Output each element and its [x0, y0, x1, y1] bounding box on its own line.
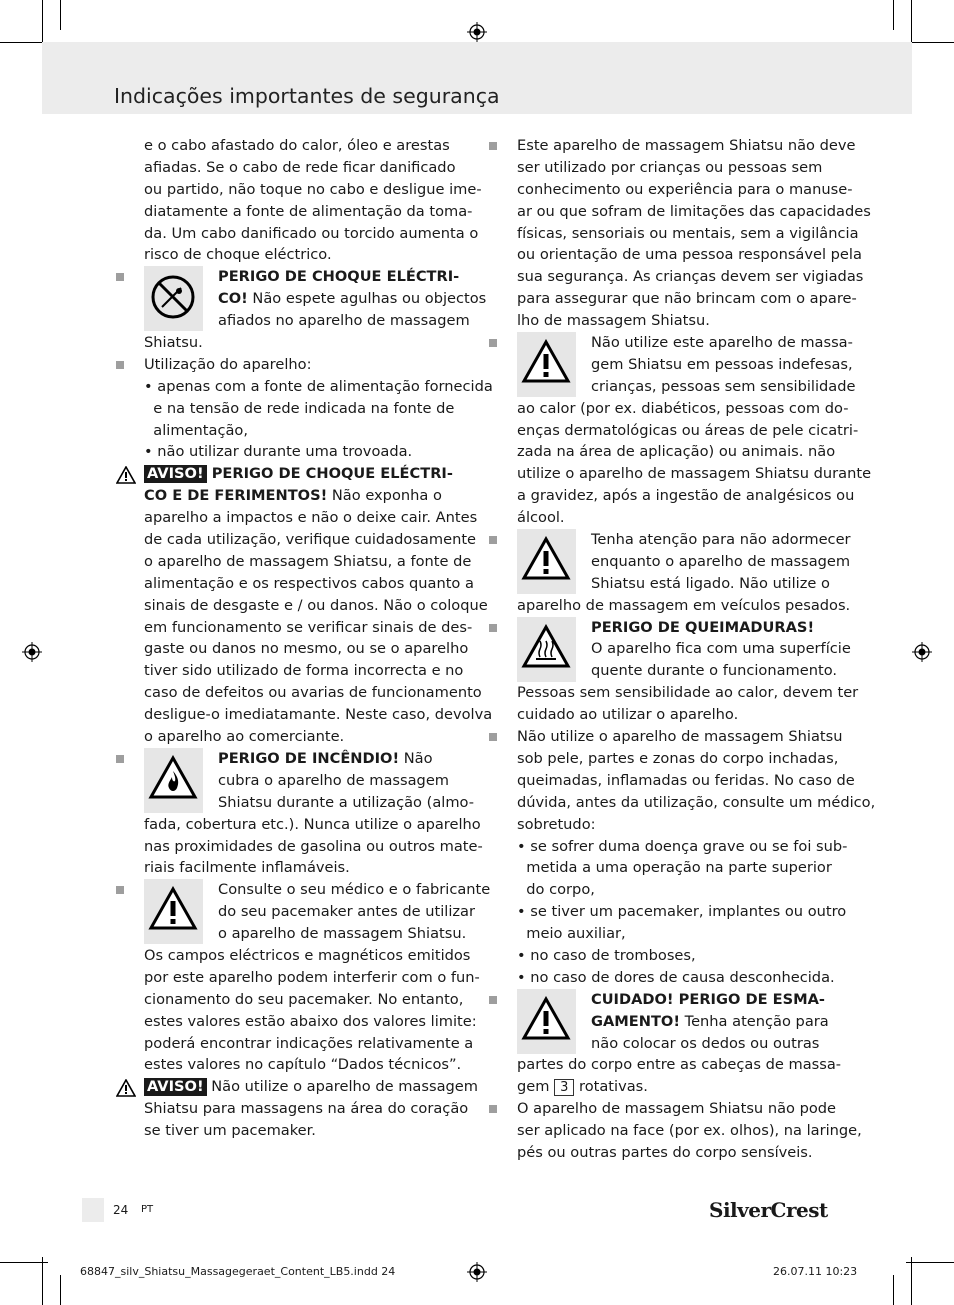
text-line: o aparelho de massagem Shiatsu. — [218, 925, 467, 943]
text-line: Tenha atenção para — [680, 1012, 829, 1030]
bullet-line: meio auxiliar, — [517, 925, 626, 943]
text-line: enças dermatológicas ou áreas de pele cicatri- — [517, 421, 859, 439]
safety-item-fire — [144, 748, 483, 879]
brand-logo: SilverCrest — [709, 1198, 828, 1222]
icon-box — [517, 529, 576, 594]
text-line: físicas, sensoriais ou mentais, sem a vigilância — [517, 224, 859, 242]
bullet-square-icon — [116, 886, 124, 894]
text-line: crianças, pessoas sem sensibilidade — [591, 377, 856, 395]
warning-heading: GAMENTO! — [591, 1012, 680, 1030]
text-line: ser aplicado na face (por ex. olhos), na laringe, — [517, 1122, 862, 1140]
text-line: enquanto o aparelho de massagem — [591, 552, 851, 570]
right-column — [517, 135, 876, 1164]
text-line: o aparelho de massagem Shiatsu, a fonte de — [144, 552, 472, 570]
text-line: gaste ou danos no mesmo, ou se o aparelho — [144, 640, 469, 658]
text-line: pés ou outras partes do corpo sensíveis. — [517, 1143, 813, 1161]
text-line: afiadas. Se o cabo de rede ficar danificado — [144, 158, 456, 176]
text-line: O aparelho de massagem Shiatsu não pode — [517, 1100, 837, 1118]
text-line: álcool. — [517, 509, 565, 527]
bullet-square-icon — [489, 624, 497, 632]
text-line: a gravidez, após a ingestão de analgésicos ou — [517, 487, 855, 505]
warning-triangle-icon — [521, 536, 571, 582]
text-line: Não utilize o aparelho de massagem Shiatsu — [517, 728, 843, 746]
bullet-square-icon — [489, 142, 497, 150]
safety-item-electric-shock — [144, 266, 487, 354]
text-line: caso de defeitos ou avarias de funcionamento — [144, 684, 482, 702]
text-line: zada na área de aplicação) ou animais. não — [517, 443, 836, 461]
text-line: lho de massagem Shiatsu. — [517, 312, 710, 330]
registration-mark-icon — [467, 22, 487, 42]
text-line: estes valores no capítulo “Dados técnicos”. — [144, 1056, 462, 1074]
bullet-square-icon — [489, 339, 497, 347]
text-line: Shiatsu para massagens na área do coração — [144, 1100, 469, 1118]
bullet-square-icon — [116, 273, 124, 281]
file-slug: 68847_silv_Shiatsu_Massagegeraet_Content_LB5.indd 24 — [80, 1265, 396, 1278]
text-line: aparelho a impactos e não o deixe cair. Antes — [144, 509, 478, 527]
warning-triangle-icon — [116, 466, 136, 484]
text-line: O aparelho fica com uma superfície — [591, 640, 851, 658]
warning-heading: CUIDADO! PERIGO DE ESMA- — [591, 990, 825, 1008]
text-line: Não espete agulhas ou objectos — [247, 290, 487, 308]
text-line: ser utilizado por crianças ou pessoas sem — [517, 158, 823, 176]
crop-mark — [42, 1257, 43, 1305]
text-line: sinais de desgaste e / ou danos. Não o coloque — [144, 596, 488, 614]
warning-heading: PERIGO DE CHOQUE ELÉCTRI- — [206, 465, 453, 483]
text-line: Tenha atenção para não adormecer — [591, 531, 851, 549]
text-line: partes do corpo entre as cabeças de massa- — [517, 1056, 842, 1074]
text-line: fada, cobertura etc.). Nunca utilize o aparelho — [144, 815, 481, 833]
crop-mark — [893, 0, 894, 30]
part-number-box: 3 — [554, 1079, 574, 1096]
text-line: gem Shiatsu em pessoas indefesas, — [591, 355, 853, 373]
icon-box — [517, 332, 576, 397]
warning-heading: PERIGO DE QUEIMADURAS! — [591, 618, 815, 636]
icon-box — [517, 989, 576, 1054]
text-line: afiados no aparelho de massagem — [218, 312, 470, 330]
text-line: Shiatsu está ligado. Não utilize o — [591, 574, 830, 592]
text-line: da. Um cabo danificado ou torcido aumenta o — [144, 224, 479, 242]
text-line: sob pele, partes e zonas do corpo inchadas, — [517, 749, 839, 767]
text-line: do seu pacemaker antes de utilizar — [218, 903, 475, 921]
text-line: PERIGO DE CHOQUE ELÉCTRI- — [218, 268, 460, 286]
no-needles-icon — [148, 273, 198, 323]
text-line: Não utilize este aparelho de massa- — [591, 334, 853, 352]
warning-triangle-icon — [116, 1079, 136, 1097]
fire-hazard-icon — [148, 755, 198, 801]
bullet-line: • no caso de tromboses, — [517, 946, 696, 964]
bullet-square-icon — [489, 536, 497, 544]
text-line: estes valores estão abaixo dos valores limite: — [144, 1012, 477, 1030]
text-line: de cada utilização, verifique cuidadosamente — [144, 531, 477, 549]
crop-mark — [906, 1262, 954, 1263]
text-line: ou partido, não toque no cabo e desligue ime- — [144, 180, 482, 198]
bullet-line: • apenas com a fonte de alimentação fornecida — [144, 377, 493, 395]
text-line: queimadas, inflamadas ou feridas. No caso de — [517, 771, 855, 789]
bullet-square-icon — [116, 755, 124, 763]
crop-mark — [60, 0, 61, 30]
left-column — [144, 135, 493, 1142]
bullet-line: • se sofrer duma doença grave ou se foi sub- — [517, 837, 848, 855]
crop-mark — [42, 0, 43, 48]
text-line: gem — [517, 1078, 555, 1096]
warning-heading: PERIGO DE INCÊNDIO! — [218, 749, 400, 767]
bullet-square-icon — [489, 1105, 497, 1113]
crop-mark — [893, 1275, 894, 1305]
text-line: poderá encontrar indicações relativamente a — [144, 1034, 474, 1052]
text-line: sobretudo: — [517, 815, 596, 833]
crop-mark — [906, 42, 954, 43]
text-line: Os campos eléctricos e magnéticos emitidos — [144, 946, 471, 964]
text-line: Utilização do aparelho: — [144, 355, 312, 373]
safety-item-face — [517, 1098, 862, 1164]
text-line: tiver sido utilizado de forma incorrecta e no — [144, 662, 464, 680]
text-line: Não utilize o aparelho de massagem — [206, 1078, 478, 1096]
hot-surface-icon — [521, 624, 571, 670]
safety-item-crushing — [517, 989, 842, 1098]
bullet-square-icon — [489, 996, 497, 1004]
icon-box — [144, 266, 203, 331]
text-line: Pessoas sem sensibilidade ao calor, devem ter — [517, 684, 859, 702]
aviso-badge: AVISO! — [144, 1078, 207, 1096]
bullet-square-icon — [116, 361, 124, 369]
safety-item-aviso-heart — [144, 1076, 478, 1142]
text-line: aparelho de massagem em veículos pesados. — [517, 596, 851, 614]
text-line: ao calor (por ex. diabéticos, pessoas com do- — [517, 399, 849, 417]
crop-mark — [911, 1257, 912, 1305]
text-line: riais facilmente inflamáveis. — [144, 859, 350, 877]
text-line: conhecimento ou experiência para o manuse- — [517, 180, 853, 198]
language-code: PT — [141, 1204, 154, 1215]
crop-mark — [0, 1262, 48, 1263]
text-line: Não — [399, 749, 433, 767]
text-line: se tiver um pacemaker. — [144, 1122, 316, 1140]
safety-item-pacemaker — [144, 879, 491, 1076]
bullet-line: e na tensão de rede indicada na fonte de — [144, 399, 455, 417]
crop-mark — [0, 42, 48, 43]
registration-mark-icon — [467, 1262, 487, 1282]
crop-mark — [911, 0, 912, 48]
text-line: Shiatsu durante a utilização (almo- — [218, 793, 474, 811]
intro-paragraph — [144, 135, 482, 266]
aviso-badge: AVISO! — [144, 465, 207, 483]
text-line: rotativas. — [574, 1078, 648, 1096]
text-line: cionamento do seu pacemaker. No entanto, — [144, 990, 464, 1008]
text-line: utilize o aparelho de massagem Shiatsu durante — [517, 465, 872, 483]
warning-triangle-icon — [521, 996, 571, 1042]
text-line: ou orientação de uma pessoa responsável pela — [517, 246, 862, 264]
text-line: para assegurar que não brincam com o apare- — [517, 290, 857, 308]
safety-item-vulnerable — [517, 332, 872, 529]
text-line: diatamente a fonte de alimentação da toma- — [144, 202, 473, 220]
text-line: dúvida, antes da utilização, consulte um médico, — [517, 793, 876, 811]
text-line: Este aparelho de massagem Shiatsu não deve — [517, 137, 856, 154]
bullet-line: metida a uma operação na parte superior — [517, 859, 832, 877]
text-line: risco de choque eléctrico. — [144, 246, 332, 264]
safety-item-aviso-shock-injury — [144, 463, 493, 748]
text-line: em funcionamento se verificar sinais de des- — [144, 618, 473, 636]
icon-box — [144, 748, 203, 813]
page-number: 24 — [113, 1203, 129, 1217]
bullet-square-icon — [489, 733, 497, 741]
safety-item-sleep — [517, 529, 851, 617]
text-line: nas proximidades de gasolina ou outros mate- — [144, 837, 483, 855]
warning-triangle-icon — [521, 339, 571, 385]
page-title: Indicações importantes de segurança — [114, 84, 500, 108]
crop-mark — [60, 1275, 61, 1305]
bullet-line: alimentação, — [144, 421, 248, 439]
warning-heading: CO E DE FERIMENTOS! — [144, 487, 328, 505]
warning-heading: CO! — [218, 290, 248, 308]
text-line: cuidado ao utilizar o aparelho. — [517, 706, 739, 724]
bullet-line: • se tiver um pacemaker, implantes ou outro — [517, 903, 847, 921]
safety-item-burns — [517, 617, 859, 726]
text-line: não colocar os dedos ou outras — [591, 1034, 820, 1052]
text-line: ar ou que sofram de limitações das capacidades — [517, 202, 871, 220]
text-line: Não exponha o — [327, 487, 442, 505]
text-line: alimentação e os respectivos cabos quanto a — [144, 574, 474, 592]
text-line: cubra o aparelho de massagem — [218, 771, 450, 789]
bullet-line: do corpo, — [517, 881, 595, 899]
safety-item-children — [517, 135, 871, 332]
text-line: e o cabo afastado do calor, óleo e arestas — [144, 137, 450, 154]
text-line: por este aparelho podem interferir com o fun- — [144, 968, 480, 986]
text-line: Shiatsu. — [144, 334, 203, 352]
icon-box — [144, 879, 203, 944]
safety-item-usage — [144, 354, 493, 463]
text-line: o aparelho ao comerciante. — [144, 728, 345, 746]
registration-mark-icon — [912, 642, 932, 662]
bullet-line: • no caso de dores de causa desconhecida. — [517, 968, 835, 986]
text-line: desligue-o imediatamante. Neste caso, devolva — [144, 706, 493, 724]
text-line: Consulte o seu médico e o fabricante — [218, 881, 491, 899]
registration-mark-icon — [22, 642, 42, 662]
bullet-line: • não utilizar durante uma trovoada. — [144, 443, 413, 461]
text-line: quente durante o funcionamento. — [591, 662, 838, 680]
safety-item-skin — [517, 726, 876, 989]
page-number-box — [82, 1198, 104, 1222]
text-line: sua segurança. As crianças devem ser vigiadas — [517, 268, 864, 286]
warning-triangle-icon — [148, 886, 198, 932]
print-date: 26.07.11 10:23 — [773, 1265, 858, 1278]
icon-box — [517, 617, 576, 682]
